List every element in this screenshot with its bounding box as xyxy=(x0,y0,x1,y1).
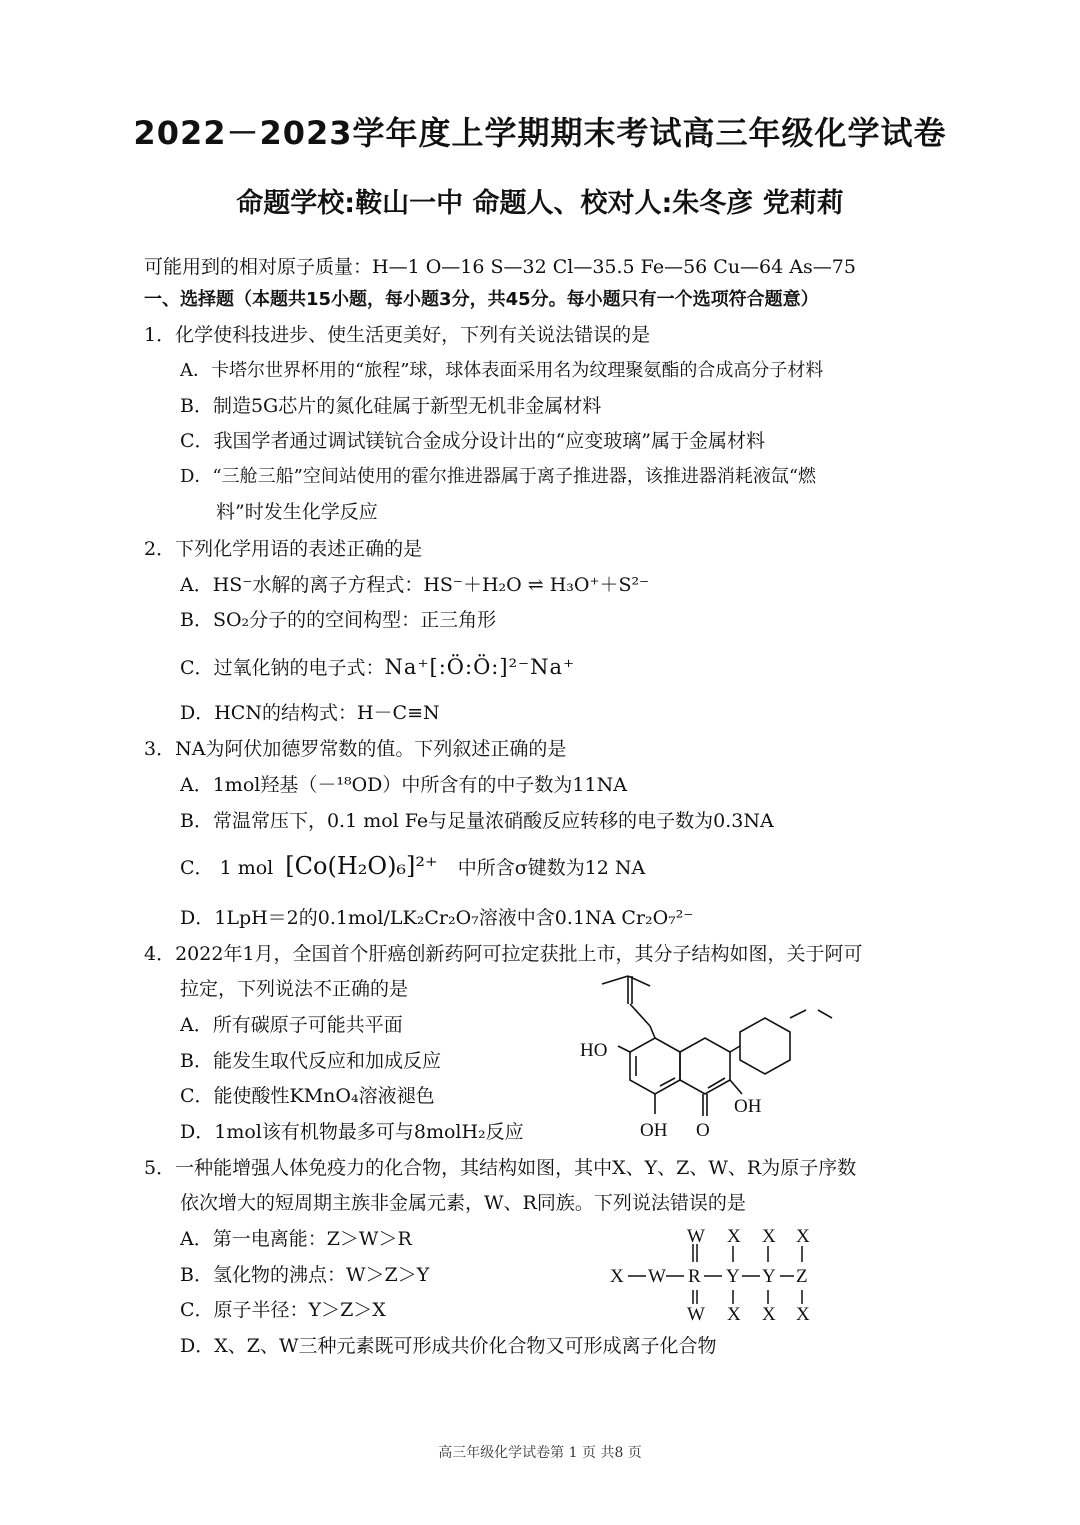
q5-option-a: A．第一电离能：Z＞W＞R xyxy=(180,1228,412,1250)
q2-option-c xyxy=(180,654,575,681)
q5-x-bottom-1: X xyxy=(727,1304,741,1322)
q4-option-d: D．1mol该有机物最多可与8molH₂反应 xyxy=(180,1121,524,1143)
q2-option-b-prefix: B． xyxy=(180,609,213,631)
q5-option-d: D．X、Z、W三种元素既可形成共价化合物又可形成离子化合物 xyxy=(180,1335,717,1357)
q4-molecule-structure xyxy=(570,966,850,1144)
q3-option-c xyxy=(180,853,645,881)
q5-x-top-2: X xyxy=(762,1226,776,1247)
q5-w-mid: W xyxy=(648,1266,666,1287)
q5-x-top-1: X xyxy=(727,1226,741,1247)
q5-y-2: Y xyxy=(762,1266,776,1287)
q5-x-bottom-3: X xyxy=(796,1304,810,1322)
q5-x-top-3: X xyxy=(796,1226,810,1247)
q1-option-c: C．我国学者通过调试镁钪合金成分设计出的“应变玻璃”属于金属材料 xyxy=(180,430,765,452)
q5-stem-line1: 5．一种能增强人体免疫力的化合物，其结构如图，其中X、Y、Z、W、R为原子序数 xyxy=(144,1157,857,1179)
q2-option-a-text: HS⁻水解的离子方程式：HS⁻＋H₂O ⇌ H₃O⁺＋S²⁻ xyxy=(212,574,650,596)
q4-option-a: A．所有碳原子可能共平面 xyxy=(180,1014,403,1036)
q5-stem-line2: 依次增大的短周期主族非金属元素，W、R同族。下列说法错误的是 xyxy=(180,1192,746,1214)
q5-w-top: W xyxy=(687,1226,705,1247)
q4-option-b: B．能发生取代反应和加成反应 xyxy=(180,1050,441,1072)
q3-option-c-complex: [Co(H₂O)₆]²⁺ xyxy=(285,852,438,880)
q1-option-b: B．制造5G芯片的氮化硅属于新型无机非金属材料 xyxy=(180,395,602,417)
q2-option-c-formula: Na⁺[:Ö:Ö:]²⁻Na⁺ xyxy=(384,655,576,679)
q3-option-c-suffix: 中所含σ键数为12 NA xyxy=(457,857,646,879)
q4-label-ho-left: HO xyxy=(580,1040,608,1061)
q2-stem: 2．下列化学用语的表述正确的是 xyxy=(144,538,423,560)
q2-option-d-text: HCN的结构式：H－C≡N xyxy=(214,702,440,724)
exam-title: 2022－2023学年度上学期期末考试高三年级化学试卷 xyxy=(133,114,947,152)
section-heading: 一、选择题（本题共15小题，每小题3分，共45分。每小题只有一个选项符合题意） xyxy=(144,289,819,310)
q2-option-c-prefix: C．过氧化钠的电子式： xyxy=(180,657,385,679)
q1-option-d-line1: D．“三舱三船”空间站使用的霍尔推进器属于离子推进器，该推进器消耗液氙“燃 xyxy=(180,466,817,487)
q5-r: R xyxy=(688,1266,701,1287)
q4-label-oh-bottom: OH xyxy=(640,1120,668,1141)
q2-option-d xyxy=(180,700,440,726)
q5-compound-structure xyxy=(606,1222,826,1322)
q1-option-d-line2: 料”时发生化学反应 xyxy=(216,501,378,523)
exam-subtitle: 命题学校:鞍山一中 命题人、校对人:朱冬彦 党莉莉 xyxy=(236,188,844,219)
page-footer: 高三年级化学试卷第 1 页 共8 页 xyxy=(438,1445,642,1461)
q3-option-d: D．1LpH＝2的0.1mol/LK₂Cr₂O₇溶液中含0.1NA Cr₂O₇²⁻ xyxy=(180,907,694,929)
q4-stem-line2: 拉定，下列说法不正确的是 xyxy=(180,978,409,1000)
q1-stem: 1．化学使科技进步、使生活更美好，下列有关说法错误的是 xyxy=(144,324,651,346)
q3-option-c-prefix: C． 1 mol xyxy=(180,857,274,879)
q5-x-left: X xyxy=(610,1266,624,1287)
q1-option-a: A．卡塔尔世界杯用的“旅程”球，球体表面采用名为纹理聚氨酯的合成高分子材料 xyxy=(180,360,824,381)
q5-x-bottom-2: X xyxy=(762,1304,776,1322)
q3-option-b: B．常温常压下，0.1 mol Fe与足量浓硝酸反应转移的电子数为0.3NA xyxy=(180,810,774,832)
q5-option-b: B．氢化物的沸点：W＞Z＞Y xyxy=(180,1264,430,1286)
q4-option-c: C．能使酸性KMnO₄溶液褪色 xyxy=(180,1085,435,1107)
q2-option-b-text: SO₂分子的的空间构型：正三角形 xyxy=(212,609,497,631)
q3-option-a: A．1mol羟基（－¹⁸OD）中所含有的中子数为11NA xyxy=(180,774,627,796)
q5-y-1: Y xyxy=(726,1266,740,1287)
q4-label-ketone-o: O xyxy=(696,1120,710,1141)
q2-option-d-prefix: D． xyxy=(180,702,215,724)
q2-option-b xyxy=(180,607,496,633)
q4-label-oh-right: OH xyxy=(734,1096,762,1117)
q5-z: Z xyxy=(796,1266,808,1287)
atomic-mass-line: 可能用到的相对原子质量：H—1 O—16 S—32 Cl—35.5 Fe—56 Cu—64 As—75 xyxy=(144,256,856,278)
q2-option-a xyxy=(180,572,649,598)
q4-stem-line1: 4．2022年1月，全国首个肝癌创新药阿可拉定获批上市，其分子结构如图，关于阿可 xyxy=(144,943,863,965)
q5-option-c: C．原子半径：Y＞Z＞X xyxy=(180,1299,386,1321)
q5-w-bottom: W xyxy=(687,1304,705,1322)
q3-stem: 3．NA为阿伏加德罗常数的值。下列叙述正确的是 xyxy=(144,738,567,760)
q2-option-a-prefix: A． xyxy=(180,574,213,596)
